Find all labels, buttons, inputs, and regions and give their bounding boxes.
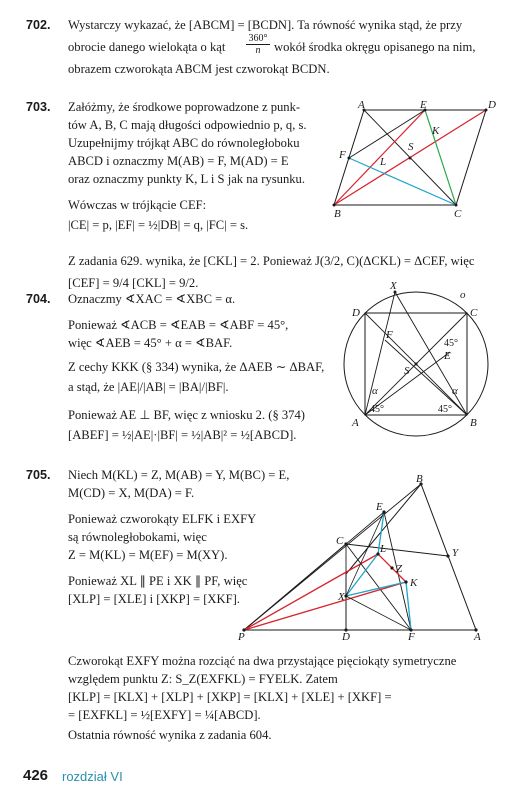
formula-line: a stąd, że |AE|/|AB| = |BA|/|BF|. <box>68 380 229 394</box>
text-line: Ostatnia równość wynika z zadania 604. <box>68 728 272 742</box>
alpha-label: α <box>372 385 378 397</box>
label-P: P <box>238 631 245 642</box>
label-D: D <box>342 631 350 642</box>
label-E: E <box>444 350 451 362</box>
formula-line: [KLP] = [KLX] + [XLP] + [XKP] = [KLX] + [XLE] + [XKF] = <box>68 690 392 704</box>
label-K: K <box>410 577 418 589</box>
label-C: C <box>470 307 478 319</box>
text-line: M(CD) = X, M(DA) = F. <box>68 486 195 500</box>
label-F: F <box>339 149 346 161</box>
parallelogram-figure <box>330 98 510 223</box>
label-S: S <box>408 141 414 153</box>
text-line: są równoległobokami, więc <box>68 530 207 544</box>
text-line: Niech M(KL) = Z, M(AB) = Y, M(BC) = E, <box>68 468 290 482</box>
problem-number: 703. <box>26 100 51 114</box>
label-B: B <box>334 208 341 220</box>
text-line: oraz oznaczmy punkty K, L i S jak na rysunku. <box>68 172 306 186</box>
label-C: C <box>336 535 344 547</box>
text-line: wokół środka okręgu opisanego na nim, <box>274 40 476 54</box>
problem-number: 702. <box>26 18 51 32</box>
square-circle-figure <box>332 280 512 440</box>
text-line: Załóżmy, że środkowe poprowadzone z punk- <box>68 100 301 114</box>
label-X: X <box>390 280 397 292</box>
label-E: E <box>376 501 383 513</box>
formula-line: [CEF] = 9/4 [CKL] = 9/2. <box>68 276 199 290</box>
problem-number: 704. <box>26 292 51 306</box>
text-line: Czworokąt EXFY można rozciąć na dwa przystające pięciokąty symetryczne <box>68 654 457 668</box>
label-L: L <box>380 156 387 168</box>
text-line: Ponieważ XL ∥ PE i XK ∥ PF, więc <box>68 574 248 588</box>
chapter-label: rozdział VI <box>62 769 123 784</box>
angle-label: 45° <box>438 404 452 415</box>
label-o: o <box>460 289 466 301</box>
label-F: F <box>386 329 393 341</box>
label-A: A <box>474 631 481 642</box>
label-B: B <box>470 417 477 429</box>
problem-number: 705. <box>26 468 51 482</box>
text-line: Wystarczy wykazać, że [ABCM] = [BCDN]. Ta równość wynika stąd, że przy <box>68 18 463 32</box>
angle-label: 45° <box>370 404 384 415</box>
label-Z: Z <box>396 563 403 575</box>
text-line: Oznaczmy ∢XAC = ∢XBC = α. <box>68 292 236 306</box>
label-S: S <box>404 365 410 377</box>
text-line: Ponieważ czworokąty ELFK i EXFY <box>68 512 257 526</box>
text-line: więc ∢AEB = 45° + α = ∢BAF. <box>68 336 233 350</box>
text-line: obrazem czworokąta ABCM jest czworokąt BCDN. <box>68 62 330 76</box>
label-F: F <box>408 631 415 642</box>
formula-line: |CE| = p, |EF| = ½|DB| = q, |FC| = s. <box>68 218 249 232</box>
formula-line: = [EXFKL] = ½[EXFY] = ¼[ABCD]. <box>68 708 261 722</box>
text-line: Wówczas w trójkącie CEF: <box>68 198 207 212</box>
text-line: Z cechy KKK (§ 334) wynika, że ΔAEB ∼ ΔBAF, <box>68 360 325 374</box>
fraction-denominator: n <box>255 45 261 56</box>
label-X: X <box>338 591 345 603</box>
formula-line: [ABEF] = ½|AE|·|BF| = ½|AB|² = ½[ABCD]. <box>68 428 297 442</box>
label-B: B <box>416 473 423 485</box>
label-K: K <box>432 125 440 137</box>
quadrilateral-figure <box>236 472 496 642</box>
label-D: D <box>488 99 496 111</box>
formula-line: Z = M(KL) = M(EF) = M(XY). <box>68 548 228 562</box>
label-D: D <box>352 307 360 319</box>
label-A: A <box>358 99 365 111</box>
text-line: Ponieważ AE ⊥ BF, więc z wniosku 2. (§ 374) <box>68 408 305 422</box>
angle-label: 45° <box>444 338 458 349</box>
label-E: E <box>420 99 427 111</box>
text-line: obrocie danego wielokąta o kąt <box>68 40 226 54</box>
fraction-numerator: 360° <box>246 33 270 45</box>
label-C: C <box>454 208 462 220</box>
label-A: A <box>352 417 359 429</box>
text-line: Z zadania 629. wynika, że [CKL] = 2. Ponieważ J(3/2, C)(ΔCKL) = ΔCEF, więc <box>68 254 475 268</box>
text-line: względem punktu Z: S_Z(EXFKL) = FYELK. Zatem <box>68 672 338 686</box>
page-number: 426 <box>23 767 49 784</box>
fraction <box>246 33 270 56</box>
formula-line: [XLP] = [XLE] i [XKP] = [XKF]. <box>68 592 240 606</box>
text-line: tów A, B, C mają długości odpowiednio p, q, s. <box>68 118 307 132</box>
text-line: Ponieważ ∢ACB = ∢EAB = ∢ABF = 45°, <box>68 318 289 332</box>
text-line: ABCD i oznaczmy M(AB) = F, M(AD) = E <box>68 154 289 168</box>
text-line: Uzupełnijmy trójkąt ABC do równoległoboku <box>68 136 300 150</box>
label-Y: Y <box>452 547 459 559</box>
label-L: L <box>380 543 387 555</box>
alpha-label: α <box>452 385 458 397</box>
